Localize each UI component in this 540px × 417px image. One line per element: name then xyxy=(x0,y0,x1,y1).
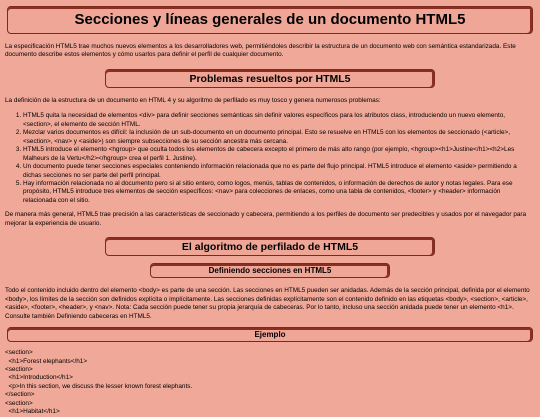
section-heading-problems: Problemas resueltos por HTML5 xyxy=(105,69,435,88)
code-line: <p>In this section, we discuss the lesser known forest elephants. xyxy=(5,382,193,390)
list-item: 1. HTML5 quita la necesidad de elementos <div> para definir secciones semánticas sin definir valores específicos para los atributos class, introduciendo un nuevo elemento, <section>, el elemento de sección HTML. xyxy=(23,112,535,129)
code-line: <section> xyxy=(5,349,33,357)
defining-sections-paragraph: Todo el contenido incluido dentro del elemento <body> es parte de una sección. Las secciones en HTML5 pueden ser anidadas. Además de la sección principal, definida por el elemento <body>, los límites de la sección son definidos explícita o implícitamente. Las secciones definidas explícitamente son el contenido definido en las etiquetas <body>, <section>, <article>, <aside>, <footer>, <header>, y <nav>. Nota: Cada sección puede tener su propia jerarquía de cabeceras. Por lo tanto, incluso una sección anidada puede tener un elemento <h1>. Consulte también Definiendo cabeceras en HTML5. xyxy=(5,287,530,320)
code-line: <section> xyxy=(5,399,33,407)
list-item: 5. Hay información relacionada no al documento pero si al sitio entero, como logos, menús, tablas de contenidos, o información de derechos de autor y notas legales. Para ese propósito, HTML5 introduce tres elementos de sección específicos: <nav> para colecciones de enlaces, como una tabla de contenidos, <footer> y <header> información relacionada con el sitio. xyxy=(23,180,535,205)
problems-closing-paragraph: De manera más general, HTML5 trae precisión a las características de seccionado y cabecera, permitiendo a los perfiles de documento ser predecibles y usados por el navegador para mejorar la experiencia de usuario. xyxy=(5,211,527,227)
list-item: 3. HTML5 introduce el elemento <hgroup> que oculta todos los elementos de cabecera excepto el primero de más alto rango (por ejemplo, <hgroup><h1>Justine</h1><h2>Les Malheurs de la Vertu</h2></hgroup> crea el perfil 1. Justine). xyxy=(23,146,535,163)
code-line: <h1>Habitat</h1> xyxy=(5,408,60,416)
problems-lead-paragraph: La definición de la estructura de un documento en HTML 4 y su algoritmo de perfilado es muy tosco y genera numerosos problemas: xyxy=(5,96,381,104)
code-line: <h1>Introduction</h1> xyxy=(5,374,73,382)
list-item: 2. Mezclar varios documentos es difícil: la inclusión de un sub-documento en un documento principal. Esto se resuelve en HTML5 con los elementos de seccionado (<article>, <section>, <nav> y <aside>) son siempre subsecciones de su sección ancestra más cercana. xyxy=(23,129,535,146)
section-heading-algorithm: El algoritmo de perfilado de HTML5 xyxy=(105,237,435,256)
page-title: Secciones y líneas generales de un documento HTML5 xyxy=(7,6,533,34)
code-line: <section> xyxy=(5,365,33,373)
list-item: 4. Un documento puede tener secciones especiales conteniendo información relacionada que no es parte del flujo principal. HTML5 introduce el elemento <aside> permitiendo a dichas secciones no ser parte del perfil principal. xyxy=(23,163,535,180)
code-line: <h1>Forest elephants</h1> xyxy=(5,357,88,365)
example-heading: Ejemplo xyxy=(7,327,533,342)
subsection-heading-defining-sections: Definiendo secciones en HTML5 xyxy=(150,263,390,278)
intro-paragraph: La especificación HTML5 trae muchos nuevos elementos a los desarrolladores web, permitiéndoles describir la estructura de un documento web con semántica estandarizada. Este documento describe estos elementos y cómo usarlos para definir el perfil de cualquier documento. xyxy=(5,43,516,59)
code-example xyxy=(5,349,535,417)
problems-list xyxy=(5,112,535,205)
code-line: </section> xyxy=(5,391,35,399)
